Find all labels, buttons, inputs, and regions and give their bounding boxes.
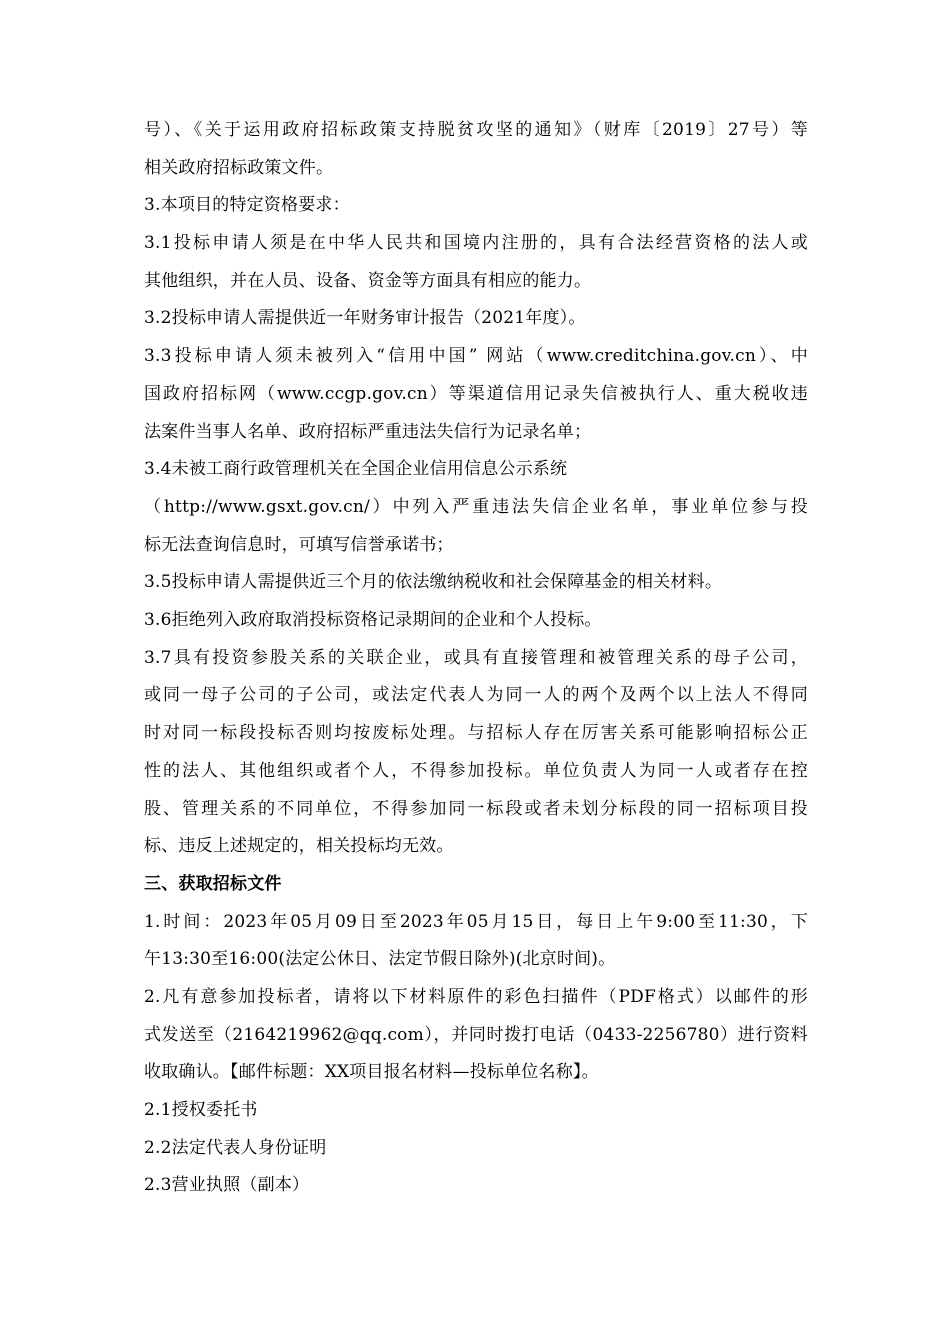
text-line: 国政府招标网（www.ccgp.gov.cn）等渠道信用记录失信被执行人、重大税收违 <box>144 383 808 404</box>
text-line: 法案件当事人名单、政府招标严重违法失信行为记录名单； <box>144 421 592 442</box>
text-line: 1.时间：2023年05月09日至2023年05月15日，每日上午9:00至11:30，下 <box>144 911 808 932</box>
text-line: 相关政府招标政策文件。 <box>144 157 334 178</box>
text-line: 3.1投标申请人须是在中华人民共和国境内注册的，具有合法经营资格的法人或 <box>144 233 808 254</box>
text-line: 2.3营业执照（副本） <box>144 1175 310 1196</box>
text-line: 3.2投标申请人需提供近一年财务审计报告（2021年度）。 <box>144 308 586 329</box>
text-line: 时对同一标段投标否则均按废标处理。与招标人存在厉害关系可能影响招标公正 <box>144 723 808 744</box>
text-line: 式发送至（2164219962@qq.com），并同时拨打电话（0433-2256780）进行资料 <box>144 1024 808 1045</box>
text-line: （http://www.gsxt.gov.cn/）中列入严重违法失信企业名单，事业单位参与投 <box>144 496 808 517</box>
text-line: 3.4未被工商行政管理机关在全国企业信用信息公示系统 <box>144 459 568 480</box>
document-body <box>144 112 808 1205</box>
text-line: 午13:30至16:00(法定公休日、法定节假日除外)(北京时间)。 <box>144 949 616 970</box>
text-line: 2.凡有意参加投标者，请将以下材料原件的彩色扫描件（PDF格式）以邮件的形 <box>144 987 808 1007</box>
text-line: 3.6拒绝列入政府取消投标资格记录期间的企业和个人投标。 <box>144 610 602 631</box>
text-line: 收取确认。【邮件标题：XX项目报名材料—投标单位名称】。 <box>144 1062 599 1083</box>
text-line: 性的法人、其他组织或者个人，不得参加投标。单位负责人为同一人或者存在控 <box>144 760 808 781</box>
text-line: 标、违反上述规定的，相关投标均无效。 <box>144 836 454 857</box>
text-line: 3.5投标申请人需提供近三个月的依法缴纳税收和社会保障基金的相关材料。 <box>144 572 723 593</box>
text-line: 3.3投标申请人须未被列入“信用中国” 网站（www.creditchina.gov.cn）、中 <box>144 346 808 367</box>
text-line: 3.7具有投资参股关系的关联企业，或具有直接管理和被管理关系的母子公司， <box>144 647 808 668</box>
text-line: 2.1授权委托书 <box>144 1100 258 1121</box>
text-line: 其他组织，并在人员、设备、资金等方面具有相应的能力。 <box>144 270 592 291</box>
text-line: 3.本项目的特定资格要求： <box>144 195 350 216</box>
section-heading: 三、获取招标文件 <box>144 873 282 894</box>
text-line: 2.2法定代表人身份证明 <box>144 1137 327 1158</box>
text-line: 号）、《关于运用政府招标政策支持脱贫攻坚的通知》（财库〔2019〕27号）等 <box>144 120 808 140</box>
text-line: 股、管理关系的不同单位，不得参加同一标段或者未划分标段的同一招标项目投 <box>144 798 808 819</box>
text-line: 标无法查询信息时，可填写信誉承诺书； <box>144 534 454 555</box>
text-line: 或同一母子公司的子公司，或法定代表人为同一人的两个及两个以上法人不得同 <box>144 685 808 706</box>
